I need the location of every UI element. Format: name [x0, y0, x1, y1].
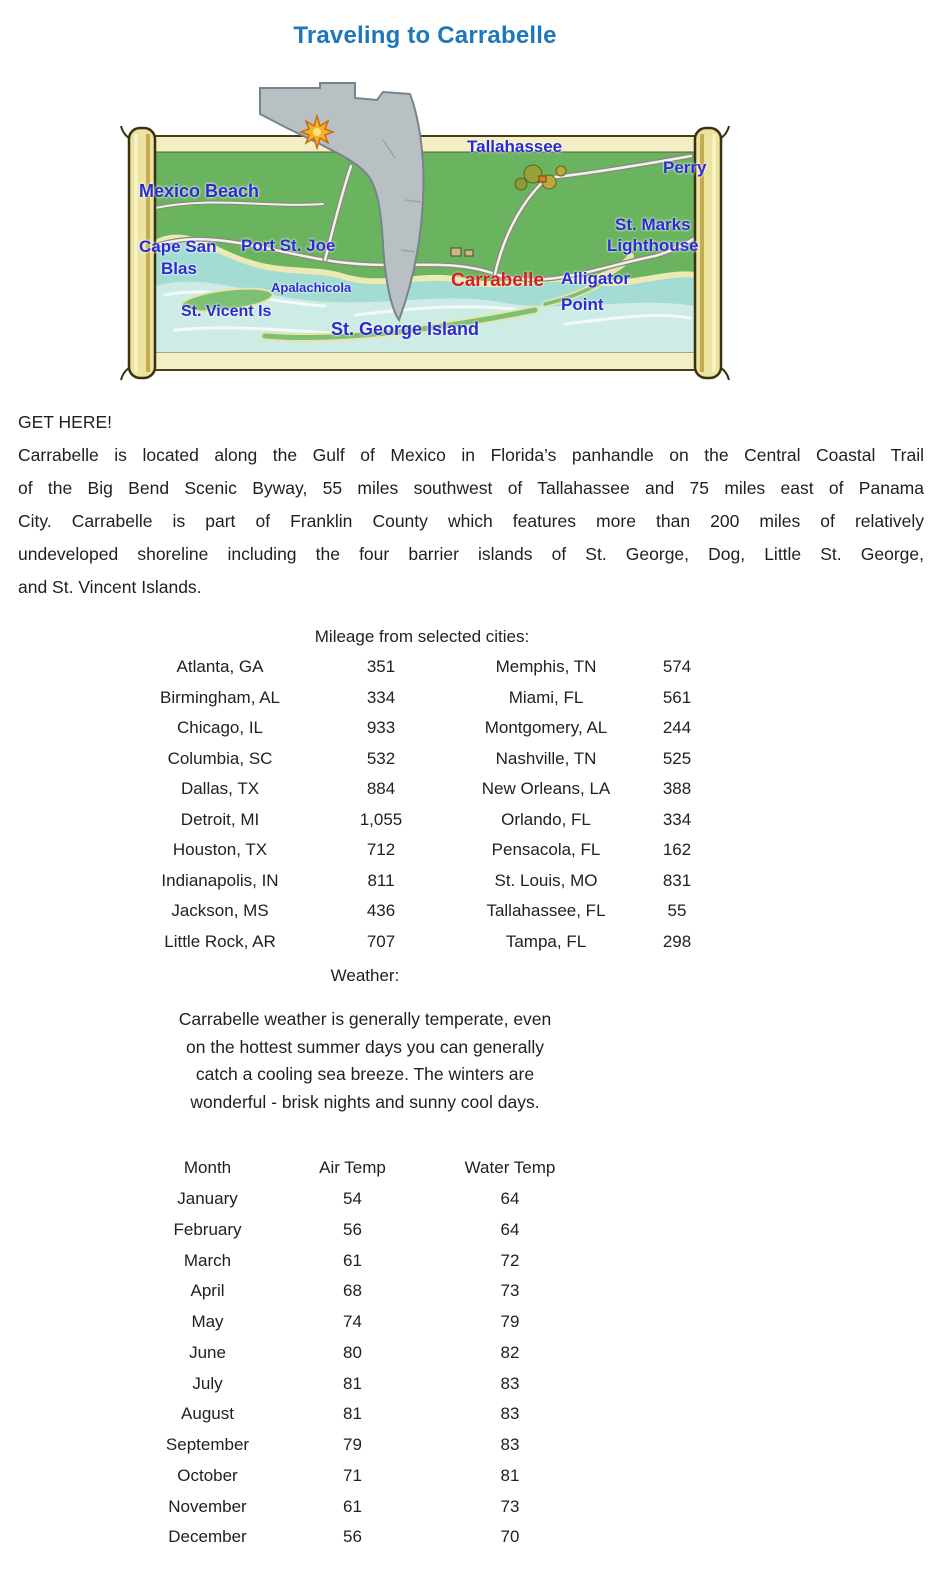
weather-month: July — [192, 1373, 223, 1393]
weather-month: March — [183, 1250, 232, 1270]
weather-heading: Weather: — [330, 966, 400, 985]
map-label-alligator-line2: Point — [561, 295, 604, 314]
mileage-miles-left: 811 — [367, 870, 395, 890]
map-label-tallahassee: Tallahassee — [467, 137, 563, 156]
weather-water-temp: 64 — [500, 1189, 520, 1209]
map-label-st-marks-line2: Lighthouse — [607, 236, 699, 256]
mileage-miles-left: 933 — [366, 718, 396, 738]
weather-month: August — [181, 1404, 234, 1424]
mileage-city-right: Tallahassee, FL — [486, 901, 606, 921]
weather-air-temp: 79 — [343, 1435, 362, 1455]
mileage-city-right: Memphis, TN — [495, 657, 597, 677]
mileage-miles-left: 351 — [366, 657, 396, 677]
weather-month: June — [189, 1342, 226, 1362]
mileage-city-left: Houston, TX — [172, 840, 268, 860]
mileage-miles-right: 298 — [662, 931, 692, 951]
map-label-alligator-point — [561, 266, 630, 318]
weather-water-temp: 81 — [500, 1465, 520, 1485]
mileage-city-right: Tampa, FL — [505, 931, 587, 951]
map-label-mexico-beach: Mexico Beach — [139, 181, 260, 201]
map-label-cape-san: Cape San — [139, 237, 217, 256]
map-label-carrabelle: Carrabelle — [451, 270, 544, 291]
weather-month: April — [190, 1281, 225, 1301]
weather-col-header-water-temp: Water Temp — [464, 1158, 556, 1178]
mileage-city-left: Chicago, IL — [177, 718, 263, 738]
weather-water-temp: 82 — [500, 1342, 520, 1362]
map-label-blas: Blas — [161, 259, 197, 278]
mileage-city-left: Atlanta, GA — [176, 657, 264, 677]
weather-air-temp: 61 — [343, 1250, 362, 1270]
mileage-miles-left: 1,055 — [359, 809, 403, 829]
weather-water-temp: 83 — [500, 1373, 520, 1393]
mileage-table — [130, 652, 714, 957]
carrabelle-area-map — [115, 80, 735, 390]
weather-air-temp: 80 — [343, 1342, 362, 1362]
weather-month: December — [168, 1527, 247, 1547]
carrabelle-star-center — [313, 128, 321, 136]
mileage-miles-right: 561 — [662, 687, 692, 707]
mileage-miles-right: 55 — [667, 901, 687, 921]
map-label-st-vincent-island: St. Vicent Is — [181, 303, 272, 320]
map-label-alligator-line1: Alligator — [561, 269, 630, 288]
mileage-city-left: Little Rock, AR — [164, 931, 276, 951]
mileage-miles-right: 574 — [662, 657, 692, 677]
mileage-miles-right: 525 — [662, 748, 692, 768]
mileage-city-right: St. Louis, MO — [494, 870, 598, 890]
mileage-city-left: Detroit, MI — [180, 809, 260, 829]
mileage-city-left: Birmingham, AL — [160, 687, 280, 707]
mileage-miles-right: 244 — [662, 718, 692, 738]
weather-air-temp: 74 — [343, 1312, 362, 1332]
mileage-miles-left: 334 — [366, 687, 396, 707]
mileage-city-left: Indianapolis, IN — [161, 870, 279, 890]
get-here-line: City. Carrabelle is part of Franklin County which features more than 200 miles of relatively — [18, 511, 924, 531]
mileage-city-right: Orlando, FL — [501, 809, 591, 829]
mileage-miles-left: 884 — [366, 779, 396, 799]
weather-water-temp: 83 — [500, 1435, 520, 1455]
mileage-miles-right: 388 — [662, 779, 692, 799]
mileage-city-right: Nashville, TN — [495, 748, 597, 768]
mileage-miles-left: 712 — [366, 840, 396, 860]
weather-description-line: on the hottest summer days you can generally — [186, 1036, 544, 1057]
weather-description-line: wonderful - brisk nights and sunny cool days. — [190, 1091, 540, 1112]
get-here-paragraph — [18, 439, 924, 604]
weather-description-line: Carrabelle weather is generally temperate, even — [178, 1009, 552, 1029]
mileage-miles-left: 532 — [366, 748, 396, 768]
weather-month: October — [177, 1465, 238, 1485]
mileage-miles-left: 436 — [366, 901, 396, 921]
weather-air-temp: 56 — [343, 1219, 362, 1239]
map-label-port-st-joe: Port St. Joe — [241, 236, 336, 255]
weather-month: February — [173, 1219, 242, 1239]
mileage-city-right: Pensacola, FL — [491, 840, 601, 860]
mileage-city-right: New Orleans, LA — [481, 779, 611, 799]
weather-water-temp: 72 — [500, 1250, 520, 1270]
weather-air-temp: 81 — [343, 1404, 362, 1424]
mileage-miles-right: 334 — [662, 809, 692, 829]
weather-description-line: catch a cooling sea breeze. The winters are — [195, 1064, 535, 1085]
weather-water-temp: 70 — [500, 1527, 520, 1547]
map-label-st-marks-line1: St. Marks — [615, 215, 691, 234]
weather-col-header-month: Month — [183, 1158, 232, 1178]
mileage-city-left: Columbia, SC — [167, 748, 273, 768]
mileage-city-left: Jackson, MS — [171, 901, 269, 921]
mileage-miles-right: 162 — [662, 840, 692, 860]
get-here-line: Carrabelle is located along the Gulf of Mexico in Florida’s panhandle on the Central Coastal Trail — [18, 445, 924, 465]
weather-description — [130, 1006, 600, 1116]
weather-air-temp: 56 — [343, 1527, 362, 1547]
weather-month: May — [191, 1312, 224, 1332]
weather-air-temp: 68 — [343, 1281, 362, 1301]
weather-col-header-air-temp: Air Temp — [319, 1158, 386, 1178]
weather-water-temp: 83 — [500, 1404, 520, 1424]
weather-water-temp: 73 — [500, 1281, 520, 1301]
weather-water-temp: 79 — [500, 1312, 520, 1332]
weather-air-temp: 54 — [343, 1189, 362, 1209]
weather-air-temp: 71 — [343, 1465, 362, 1485]
weather-air-temp: 81 — [343, 1373, 362, 1393]
mileage-title: Mileage from selected cities: — [314, 627, 530, 646]
weather-air-temp: 61 — [343, 1496, 362, 1516]
get-here-line: of the Big Bend Scenic Byway, 55 miles southwest of Tallahassee and 75 miles east of Panama — [18, 478, 924, 498]
weather-month: November — [168, 1496, 247, 1516]
map-label-st-george-island: St. George Island — [331, 319, 480, 339]
map-label-perry: Perry — [663, 158, 707, 177]
weather-month: January — [177, 1189, 238, 1209]
mileage-miles-right: 831 — [662, 870, 692, 890]
mileage-miles-left: 707 — [366, 931, 396, 951]
weather-month: September — [165, 1435, 250, 1455]
get-here-heading: GET HERE! — [18, 412, 113, 432]
map-label-apalachicola: Apalachicola — [271, 280, 352, 295]
map-label-st-marks-lighthouse — [607, 214, 699, 257]
mileage-city-left: Dallas, TX — [180, 779, 260, 799]
weather-water-temp: 73 — [500, 1496, 520, 1516]
mileage-city-right: Montgomery, AL — [484, 718, 608, 738]
mileage-section — [130, 622, 714, 957]
mileage-city-right: Miami, FL — [508, 687, 584, 707]
get-here-section — [18, 406, 924, 604]
get-here-line: undeveloped shoreline including the four barrier islands of St. George, Dog, Little St. George, — [18, 544, 924, 564]
weather-water-temp: 64 — [500, 1219, 520, 1239]
weather-table — [130, 1153, 600, 1553]
page-title: Traveling to Carrabelle — [293, 22, 557, 49]
get-here-line: and St. Vincent Islands. — [18, 577, 202, 597]
